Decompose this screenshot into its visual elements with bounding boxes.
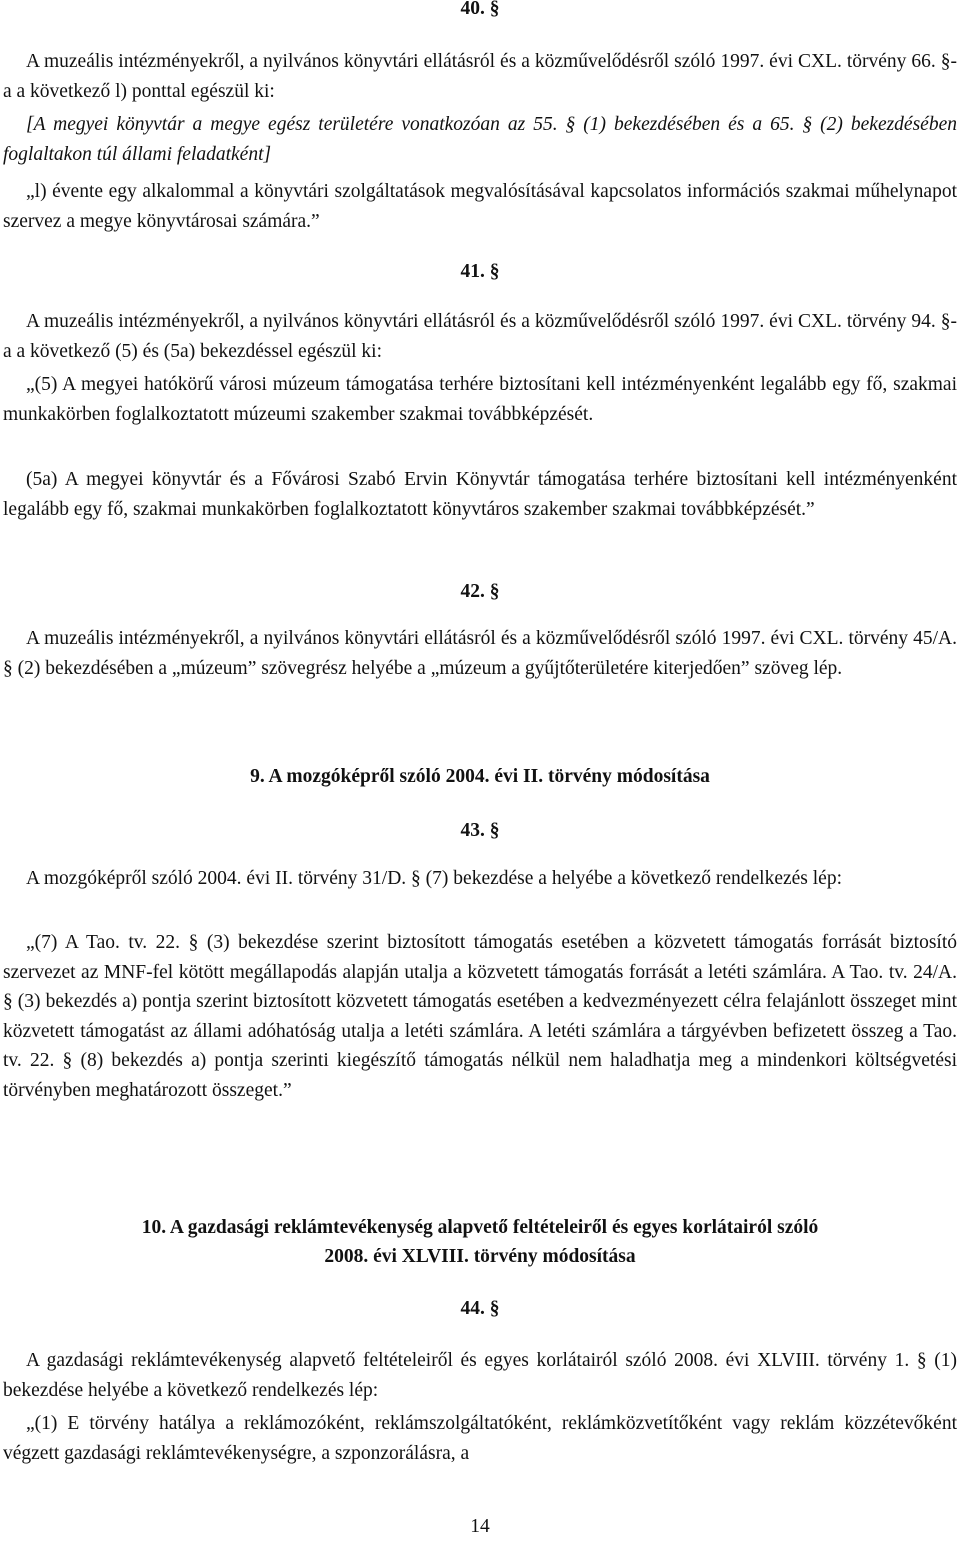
section-41-heading: 41. § <box>460 261 500 282</box>
section-43-amendment-quote: „(7) A Tao. tv. 22. § (3) bekezdése szerint biztosított támogatás esetében a közvetett támogatás forrását biztosító szervezet az MNF-fel kötött megállapodás alapján utalja a közvetett támogatás forrását a letéti számlára. A Tao. tv. 24/A. § (3) bekezdés a) pontja szerint biztosított közvetett támogatás esetében a kedvezményezett célra felajánlott összeget mint közvetett támogatást az állami adóhatóság utalja a letéti számlára. A letéti számlára a tárgyévben befizetett összeg a Tao. tv. 22. § (8) bekezdés a) pontja szerinti kiegészítő támogatás nélkül nem haladhatja meg a mindenkori költségvetési törvényben meghatározott összeget.” <box>3 932 957 1101</box>
section-43-heading: 43. § <box>460 820 500 841</box>
section-40-heading: 40. § <box>460 0 500 19</box>
section-44-heading: 44. § <box>460 1298 500 1319</box>
section-40-bracket-text: [A megyei könyvtár a megye egész területére vonatkozóan az 55. § (1) bekezdésében és a 65. § (2) bekezdésében foglaltakon túl állami feladatként] <box>3 114 957 165</box>
chapter-10-title-line-2: 2008. évi XLVIII. törvény módosítása <box>324 1246 636 1267</box>
section-40-intro: A muzeális intézményekről, a nyilvános könyvtári ellátásról és a közművelődésről szóló 1997. évi CXL. törvény 66. §-a a következő l) ponttal egészül ki: <box>3 51 957 102</box>
section-42-heading: 42. § <box>460 581 500 602</box>
chapter-9-title: 9. A mozgóképről szóló 2004. évi II. törvény módosítása <box>250 766 710 787</box>
section-41-intro: A muzeális intézményekről, a nyilvános könyvtári ellátásról és a közművelődésről szóló 1997. évi CXL. törvény 94. §-a a következő (5) és (5a) bekezdéssel egészül ki: <box>3 311 957 362</box>
section-41-paragraph-5: „(5) A megyei hatókörű városi múzeum támogatása terhére biztosítani kell intézményenként legalább egy fő, szakmai munkakörben foglalkoztatott múzeumi szakember szakmai továbbképzését. <box>3 374 957 425</box>
section-44-intro: A gazdasági reklámtevékenység alapvető feltételeiről és egyes korlátairól szóló 2008. évi XLVIII. törvény 1. § (1) bekezdése helyébe a következő rendelkezés lép: <box>3 1350 957 1401</box>
section-40-amendment-quote: „l) évente egy alkalommal a könyvtári szolgáltatások megvalósításával kapcsolatos információs szakmai műhelynapot szervez a megye könyvtárosai számára.” <box>3 181 957 232</box>
section-44-amendment-quote: „(1) E törvény hatálya a reklámozóként, reklámszolgáltatóként, reklámközvetítőként vagy reklám közzétevőként végzett gazdasági reklámtevékenységre, a szponzorálásra, a <box>3 1413 957 1464</box>
section-42-text: A muzeális intézményekről, a nyilvános könyvtári ellátásról és a közművelődésről szóló 1997. évi CXL. törvény 45/A. § (2) bekezdésében a „múzeum” szövegrész helyébe a „múzeum a gyűjtőterületére kiterjedően” szöveg lép. <box>3 628 957 679</box>
page-number: 14 <box>470 1516 490 1537</box>
section-41-paragraph-5a: (5a) A megyei könyvtár és a Fővárosi Szabó Ervin Könyvtár támogatása terhére biztosítani kell intézményenként legalább egy fő, szakmai munkakörben foglalkoztatott könyvtáros szakember szakmai továbbképzését.” <box>3 469 957 520</box>
section-43-intro: A mozgóképről szóló 2004. évi II. törvény 31/D. § (7) bekezdése a helyébe a következő rendelkezés lép: <box>26 868 843 889</box>
chapter-10-title-line-1: 10. A gazdasági reklámtevékenység alapvető feltételeiről és egyes korlátairól szóló <box>141 1217 819 1238</box>
